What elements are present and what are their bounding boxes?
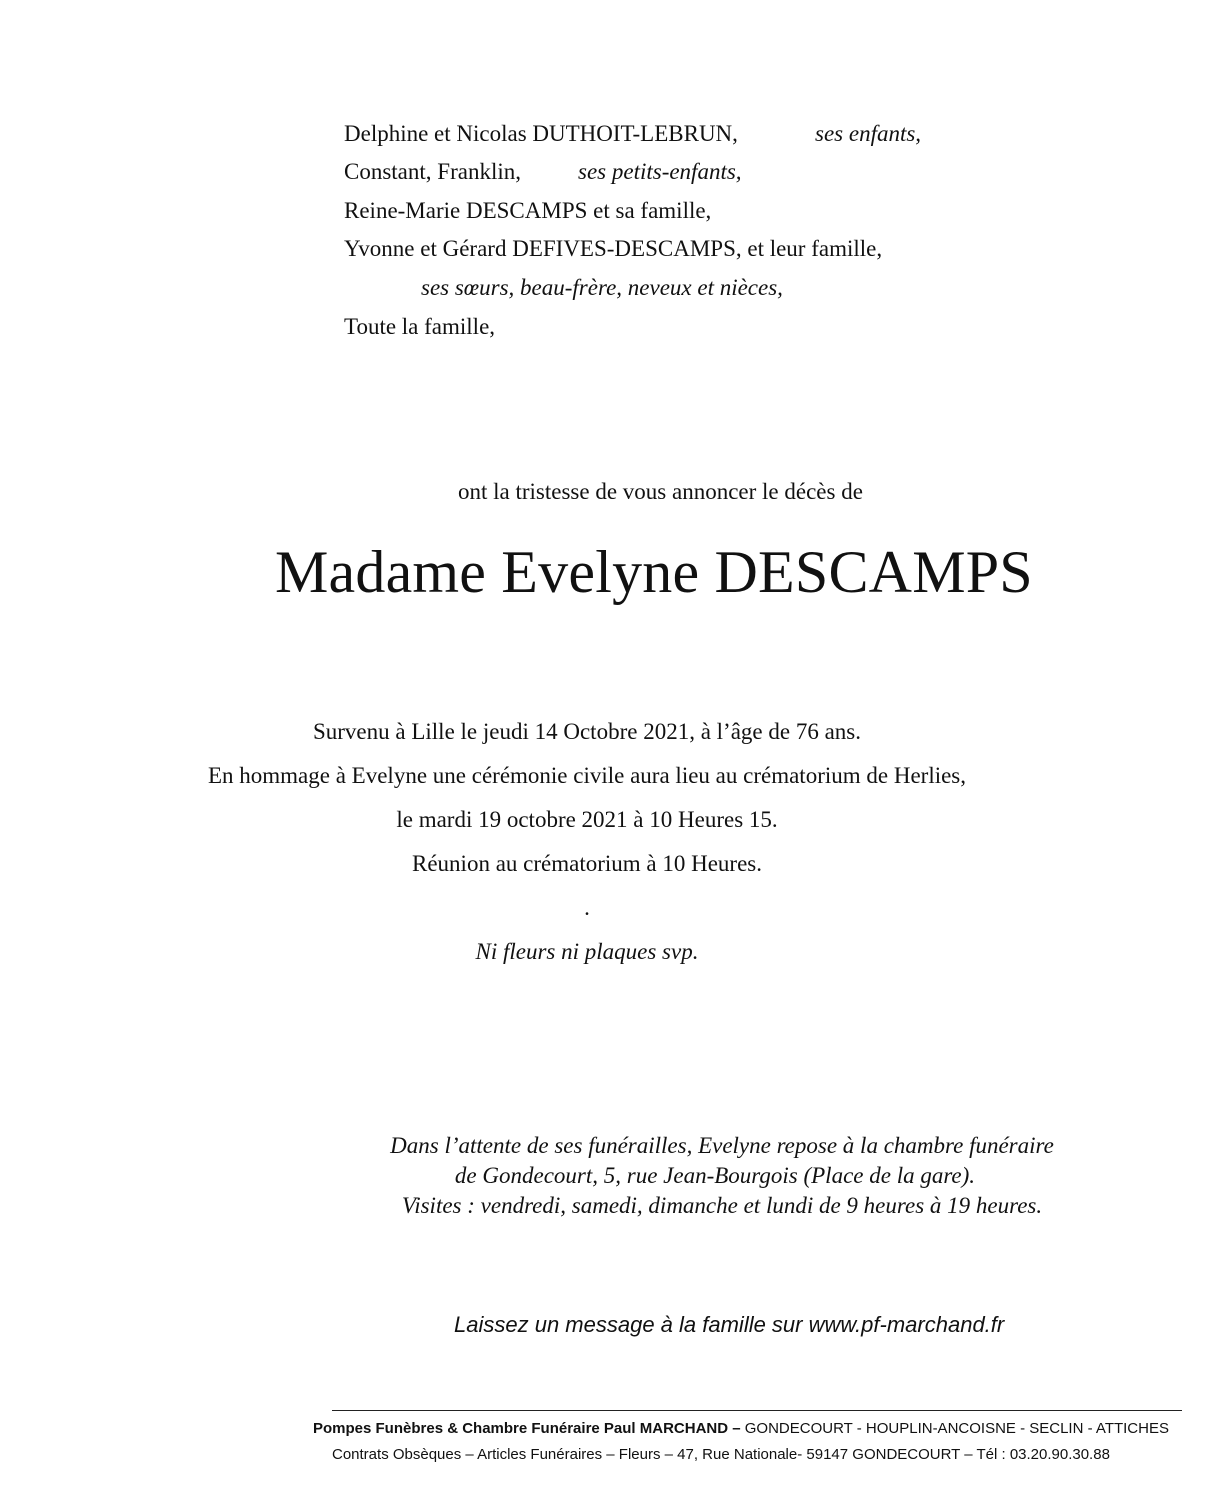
family-line-children: [344, 120, 738, 148]
footer-divider: [332, 1410, 1182, 1411]
children-role: ses enfants,: [815, 121, 922, 146]
details-meeting: Réunion au crématorium à 10 Heures.: [412, 851, 762, 876]
condolence-message: Laissez un message à la famille sur www.pf-marchand.fr: [454, 1312, 1005, 1337]
details-death: Survenu à Lille le jeudi 14 Octobre 2021, à l’âge de 76 ans.: [312, 719, 861, 744]
deceased-name: Madame Evelyne DESCAMPS: [275, 539, 1033, 605]
footer-company-line: [313, 1420, 1169, 1437]
rest-place-line-3: Visites : vendredi, samedi, dimanche et lundi de 9 heures à 19 heures.: [401, 1193, 1043, 1218]
details-flowers: Ni fleurs ni plaques svp.: [475, 939, 699, 964]
family-line-sister-2: Yvonne et Gérard DEFIVES-DESCAMPS, et leur famille,: [344, 236, 883, 261]
footer-company: Pompes Funèbres & Chambre Funéraire Paul MARCHAND –: [313, 1420, 741, 1437]
announcement-intro: ont la tristesse de vous annoncer le décès de: [458, 479, 863, 504]
rest-place-line-2: de Gondecourt, 5, rue Jean-Bourgois (Place de la gare).: [454, 1163, 976, 1188]
details-separator: .: [584, 895, 590, 920]
grandchildren-names: Constant, Franklin,: [344, 159, 521, 184]
details-ceremony: En hommage à Evelyne une cérémonie civile aura lieu au crématorium de Herlies,: [207, 763, 967, 788]
siblings-role: ses sœurs, beau-frère, neveux et nièces,: [421, 275, 783, 300]
footer-locations: GONDECOURT - HOUPLIN-ANCOISNE - SECLIN - ATTICHES: [744, 1420, 1169, 1437]
children-names: Delphine et Nicolas DUTHOIT-LEBRUN,: [344, 121, 738, 146]
family-line-sister-1: Reine-Marie DESCAMPS et sa famille,: [344, 198, 712, 223]
footer-services: Contrats Obsèques – Articles Funéraires – Fleurs – 47, Rue Nationale- 59147 GONDECOURT – Tél : 03.20.90.30.88: [332, 1446, 1110, 1463]
family-line-all: Toute la famille,: [344, 314, 496, 339]
rest-place-line-1: Dans l’attente de ses funérailles, Evelyne repose à la chambre funéraire: [390, 1133, 1054, 1158]
grandchildren-role: ses petits-enfants,: [578, 159, 742, 184]
details-ceremony-date: le mardi 19 octobre 2021 à 10 Heures 15.: [396, 807, 778, 832]
